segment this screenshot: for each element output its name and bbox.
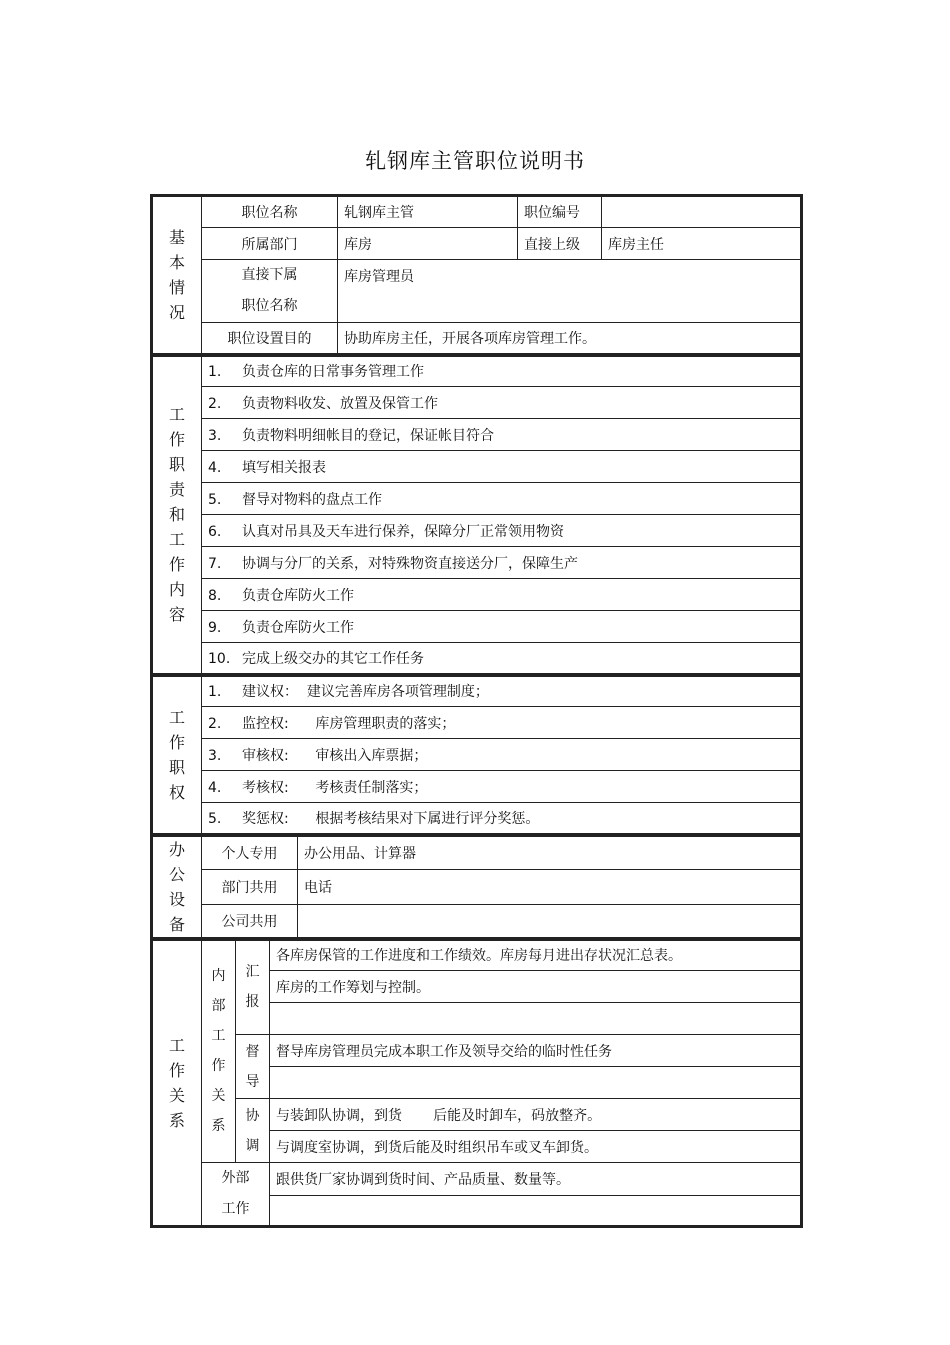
report-line-1: 各库房保管的工作进度和工作绩效。库房每月进出存状况汇总表。 — [270, 939, 802, 971]
position-code-label: 职位编号 — [518, 196, 602, 228]
position-name-label: 职位名称 — [202, 196, 338, 228]
internal-relations-label: 内 部 工 作 关 系 — [202, 939, 236, 1163]
equipment-value-company — [298, 904, 802, 938]
equipment-label-personal: 个人专用 — [202, 835, 298, 870]
purpose-value: 协助库房主任，开展各项库房管理工作。 — [338, 323, 802, 355]
report-line-3 — [270, 1003, 802, 1035]
coordinate-line-1: 与装卸队协调，到货 后能及时卸车，码放整齐。 — [270, 1099, 802, 1131]
position-code-value — [602, 196, 802, 228]
job-description-table — [150, 194, 803, 1228]
duty-item: 3. 负责物料明细帐目的登记，保证帐目符合 — [202, 419, 802, 451]
superior-label: 直接上级 — [518, 228, 602, 260]
department-label: 所属部门 — [202, 228, 338, 260]
external-line-1: 跟供货厂家协调到货时间、产品质量、数量等。 — [270, 1163, 802, 1196]
equipment-label-company: 公司共用 — [202, 904, 298, 938]
report-line-2: 库房的工作筹划与控制。 — [270, 971, 802, 1003]
external-relations-label: 外部 工作 — [202, 1163, 270, 1227]
duty-item: 7. 协调与分厂的关系，对特殊物资直接送分厂，保障生产 — [202, 547, 802, 579]
authority-section-label: 工 作 职 权 — [152, 675, 202, 835]
equipment-label-department: 部门共用 — [202, 870, 298, 904]
purpose-label: 职位设置目的 — [202, 323, 338, 355]
subordinate-value: 库房管理员 — [338, 260, 802, 323]
coordinate-label: 协 调 — [236, 1099, 270, 1163]
basic-info-section-label: 基 本 情 况 — [152, 196, 202, 355]
external-line-2 — [270, 1196, 802, 1227]
authority-item: 5. 奖惩权: 根据考核结果对下属进行评分奖惩。 — [202, 803, 802, 835]
equipment-section-label: 办 公 设 备 — [152, 835, 202, 939]
subordinate-label: 直接下属 职位名称 — [202, 260, 338, 323]
duty-item: 6. 认真对吊具及天车进行保养，保障分厂正常领用物资 — [202, 515, 802, 547]
equipment-value-personal: 办公用品、计算器 — [298, 835, 802, 870]
position-name-value: 轧钢库主管 — [338, 196, 518, 228]
authority-item: 3. 审核权: 审核出入库票据； — [202, 739, 802, 771]
relations-section-label: 工 作 关 系 — [152, 939, 202, 1227]
supervise-label: 督 导 — [236, 1035, 270, 1099]
duties-section-label: 工 作 职 责 和 工 作 内 容 — [152, 355, 202, 675]
supervise-line-1: 督导库房管理员完成本职工作及领导交给的临时性任务 — [270, 1035, 802, 1067]
job-description-sheet — [150, 194, 800, 1228]
duty-item: 9. 负责仓库防火工作 — [202, 611, 802, 643]
superior-value: 库房主任 — [602, 228, 802, 260]
equipment-value-department: 电话 — [298, 870, 802, 904]
authority-item: 2. 监控权: 库房管理职责的落实； — [202, 707, 802, 739]
duty-item: 8. 负责仓库防火工作 — [202, 579, 802, 611]
duty-item: 1. 负责仓库的日常事务管理工作 — [202, 355, 802, 387]
department-value: 库房 — [338, 228, 518, 260]
coordinate-line-2: 与调度室协调，到货后能及时组织吊车或叉车卸货。 — [270, 1131, 802, 1163]
authority-item: 4. 考核权: 考核责任制落实； — [202, 771, 802, 803]
duty-item: 5. 督导对物料的盘点工作 — [202, 483, 802, 515]
supervise-line-2 — [270, 1067, 802, 1099]
duty-item: 10. 完成上级交办的其它工作任务 — [202, 643, 802, 675]
report-label: 汇 报 — [236, 939, 270, 1035]
duty-item: 2. 负责物料收发、放置及保管工作 — [202, 387, 802, 419]
document-title: 轧钢库主管职位说明书 — [365, 149, 585, 173]
authority-item: 1. 建议权： 建议完善库房各项管理制度； — [202, 675, 802, 707]
duty-item: 4. 填写相关报表 — [202, 451, 802, 483]
